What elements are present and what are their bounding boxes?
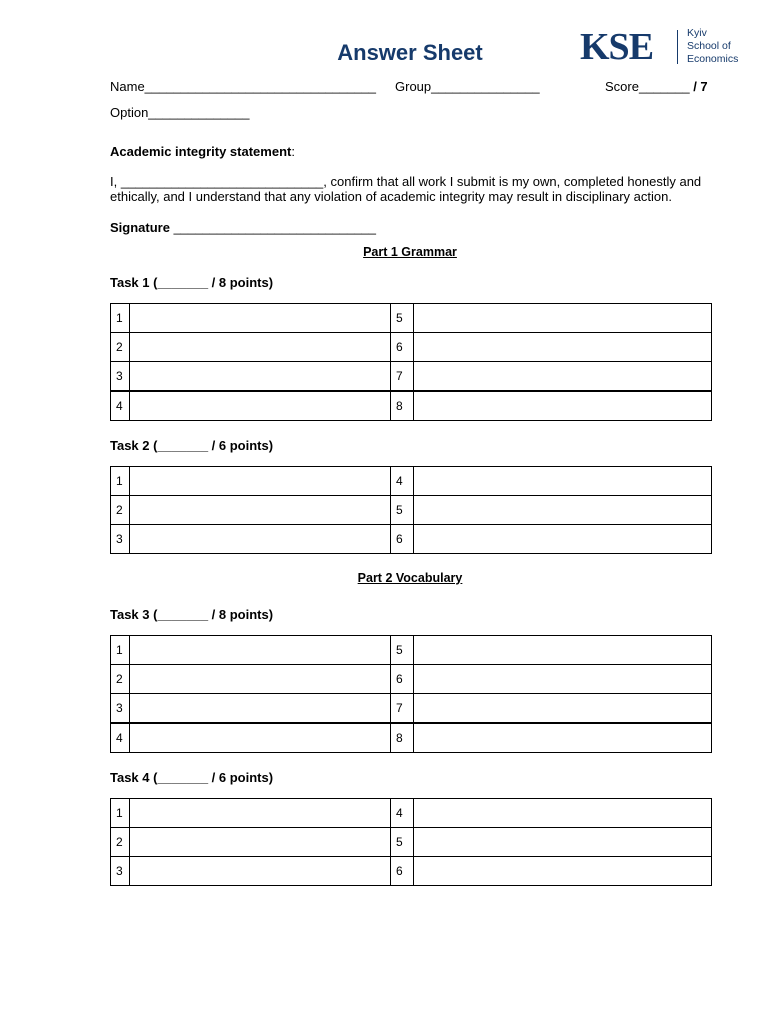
answer-cell[interactable] <box>414 723 712 753</box>
item-number: 1 <box>111 799 130 828</box>
item-number: 4 <box>391 467 414 496</box>
task-1-table <box>110 303 712 421</box>
answer-cell[interactable] <box>414 694 712 724</box>
item-number: 7 <box>391 694 414 724</box>
answer-cell[interactable] <box>130 636 391 665</box>
group-field[interactable]: Group_______________ <box>395 79 540 94</box>
answer-cell[interactable] <box>414 799 712 828</box>
item-number: 2 <box>111 333 130 362</box>
score-blank: Score_______ <box>605 79 690 94</box>
answer-cell[interactable] <box>130 362 391 392</box>
table-row <box>111 799 712 828</box>
table-row <box>111 525 712 554</box>
answer-cell[interactable] <box>130 665 391 694</box>
answer-cell[interactable] <box>414 333 712 362</box>
answer-cell[interactable] <box>130 694 391 724</box>
answer-cell[interactable] <box>414 665 712 694</box>
table-row <box>111 636 712 665</box>
part-2-heading: Part 2 Vocabulary <box>357 571 463 585</box>
table-row <box>111 304 712 333</box>
score-total: / 7 <box>689 79 708 94</box>
table-row <box>111 857 712 886</box>
integrity-statement: I, ____________________________, confirm that all work I submit is my own, completed honestly and ethically, and I understand that any violation of academic integrity may result in disciplinary action. <box>110 174 702 204</box>
item-number: 1 <box>111 467 130 496</box>
answer-cell[interactable] <box>414 304 712 333</box>
signature-line: ____________________________ <box>169 220 377 235</box>
answer-cell[interactable] <box>130 723 391 753</box>
table-row <box>111 333 712 362</box>
option-field[interactable]: Option______________ <box>110 105 250 120</box>
logo-line: School of <box>687 40 731 52</box>
item-number: 2 <box>111 828 130 857</box>
item-number: 5 <box>391 828 414 857</box>
part-1-heading: Part 1 Grammar <box>363 245 457 259</box>
table-row <box>111 467 712 496</box>
name-field[interactable]: Name________________________________ <box>110 79 377 94</box>
answer-cell[interactable] <box>414 636 712 665</box>
item-number: 2 <box>111 665 130 694</box>
answer-cell[interactable] <box>130 467 391 496</box>
task-3-table <box>110 635 712 753</box>
item-number: 5 <box>391 496 414 525</box>
item-number: 1 <box>111 304 130 333</box>
answer-cell[interactable] <box>414 467 712 496</box>
answer-cell[interactable] <box>130 496 391 525</box>
task-3-label: Task 3 (_______ / 8 points) <box>110 607 274 622</box>
integrity-heading-colon: : <box>291 144 295 159</box>
task-4-table <box>110 798 712 886</box>
table-row <box>111 362 712 392</box>
answer-cell[interactable] <box>130 799 391 828</box>
signature-field[interactable] <box>110 220 376 235</box>
answer-cell[interactable] <box>130 525 391 554</box>
item-number: 6 <box>391 857 414 886</box>
item-number: 5 <box>391 636 414 665</box>
task-1-label: Task 1 (_______ / 8 points) <box>110 275 274 290</box>
item-number: 1 <box>111 636 130 665</box>
item-number: 4 <box>111 391 130 421</box>
item-number: 2 <box>111 496 130 525</box>
answer-cell[interactable] <box>130 304 391 333</box>
kse-logo <box>580 26 750 70</box>
task-4-label: Task 4 (_______ / 6 points) <box>110 770 274 785</box>
item-number: 7 <box>391 362 414 392</box>
item-number: 4 <box>111 723 130 753</box>
item-number: 4 <box>391 799 414 828</box>
table-row <box>111 694 712 724</box>
answer-cell[interactable] <box>130 857 391 886</box>
item-number: 8 <box>391 723 414 753</box>
item-number: 3 <box>111 362 130 392</box>
logo-mark: KSE <box>580 26 654 68</box>
logo-line: Economics <box>687 53 739 65</box>
table-row <box>111 496 712 525</box>
item-number: 5 <box>391 304 414 333</box>
answer-cell[interactable] <box>414 362 712 392</box>
answer-cell[interactable] <box>414 525 712 554</box>
answer-cell[interactable] <box>130 333 391 362</box>
answer-cell[interactable] <box>414 828 712 857</box>
item-number: 8 <box>391 391 414 421</box>
answer-cell[interactable] <box>414 496 712 525</box>
table-row <box>111 665 712 694</box>
table-row <box>111 828 712 857</box>
integrity-heading <box>110 144 295 159</box>
item-number: 6 <box>391 525 414 554</box>
logo-line: Kyiv <box>687 27 707 39</box>
score-field[interactable] <box>605 79 708 94</box>
item-number: 6 <box>391 333 414 362</box>
item-number: 3 <box>111 857 130 886</box>
task-2-label: Task 2 (_______ / 6 points) <box>110 438 274 453</box>
table-row <box>111 391 712 421</box>
table-row <box>111 723 712 753</box>
task-2-table <box>110 466 712 554</box>
answer-cell[interactable] <box>414 391 712 421</box>
signature-label: Signature <box>110 220 170 235</box>
item-number: 3 <box>111 525 130 554</box>
item-number: 6 <box>391 665 414 694</box>
answer-cell[interactable] <box>414 857 712 886</box>
integrity-heading-text: Academic integrity statement <box>110 144 292 159</box>
item-number: 3 <box>111 694 130 724</box>
logo-text <box>687 27 738 66</box>
answer-cell[interactable] <box>130 828 391 857</box>
logo-divider <box>677 30 678 64</box>
answer-cell[interactable] <box>130 391 391 421</box>
page-title: Answer Sheet <box>337 40 483 65</box>
